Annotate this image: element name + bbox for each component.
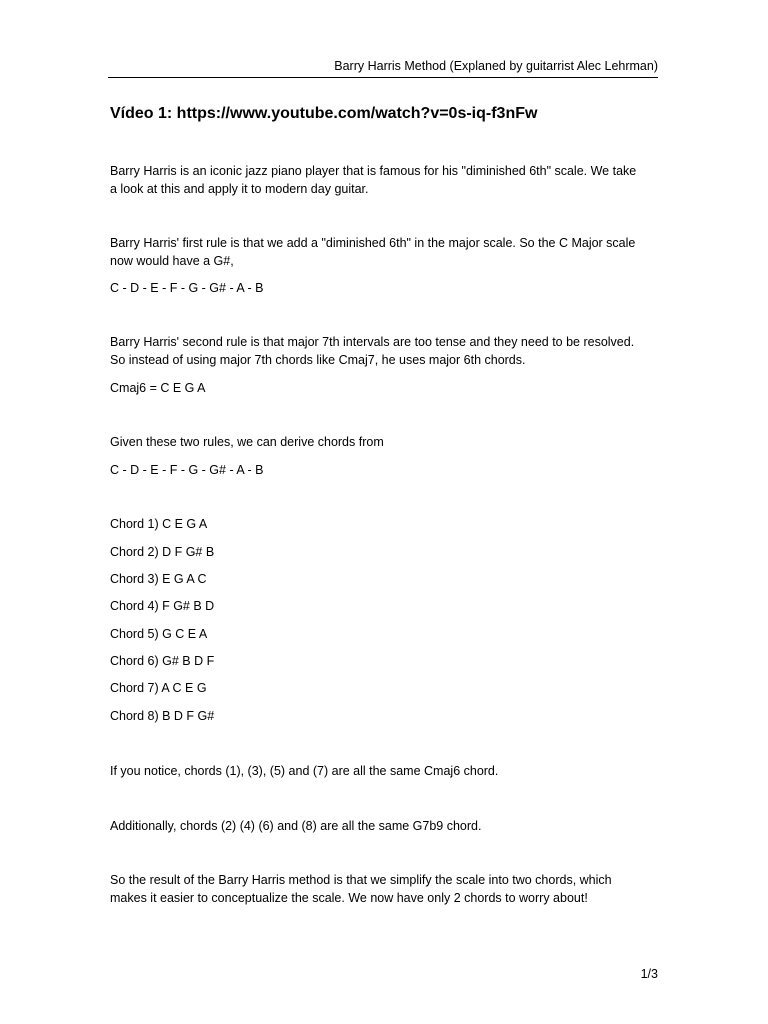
result-paragraph [110, 871, 660, 907]
video-heading: Vídeo 1: https://www.youtube.com/watch?v=0s-iq-f3nFw [110, 105, 538, 122]
scale-line-2: C - D - E - F - G - G# - A - B [110, 463, 264, 477]
second-rule-line-1: Barry Harris' second rule is that major 7th intervals are too tense and they need to be resolved. [110, 335, 635, 349]
derive-sentence: Given these two rules, we can derive chords from [110, 435, 384, 449]
result-line-1: So the result of the Barry Harris method is that we simplify the scale into two chords, which [110, 873, 612, 887]
first-rule-line-2: now would have a G#, [110, 254, 234, 268]
running-header: Barry Harris Method (Explaned by guitarrist Alec Lehrman) [334, 59, 658, 73]
intro-paragraph [110, 162, 660, 198]
second-rule-line-2: So instead of using major 7th chords like Cmaj7, he uses major 6th chords. [110, 353, 526, 367]
cmaj6-definition: Cmaj6 = C E G A [110, 381, 206, 395]
second-rule-paragraph [110, 333, 660, 369]
chord-item: Chord 2) D F G# B [110, 545, 215, 559]
result-line-2: makes it easier to conceptualize the scale. We now have only 2 chords to worry about! [110, 891, 588, 905]
first-rule-line-1: Barry Harris' first rule is that we add a "diminished 6th" in the major scale. So the C Major scale [110, 236, 636, 250]
chord-item: Chord 4) F G# B D [110, 599, 215, 613]
chord-item: Chord 7) A C E G [110, 681, 207, 695]
intro-line-1: Barry Harris is an iconic jazz piano player that is famous for his "diminished 6th" scale. We take [110, 164, 637, 178]
header-divider [108, 77, 658, 78]
page-number: 1/3 [640, 967, 658, 981]
chord-item: Chord 8) B D F G# [110, 709, 215, 723]
chord-item: Chord 5) G C E A [110, 627, 208, 641]
scale-line-1: C - D - E - F - G - G# - A - B [110, 281, 264, 295]
first-rule-paragraph [110, 234, 660, 270]
chord-item: Chord 3) E G A C [110, 572, 207, 586]
chord-item: Chord 1) C E G A [110, 517, 208, 531]
intro-line-2: a look at this and apply it to modern day guitar. [110, 182, 369, 196]
chord-item: Chord 6) G# B D F [110, 654, 215, 668]
additionally-sentence: Additionally, chords (2) (4) (6) and (8) are all the same G7b9 chord. [110, 819, 482, 833]
notice-sentence: If you notice, chords (1), (3), (5) and (7) are all the same Cmaj6 chord. [110, 764, 499, 778]
